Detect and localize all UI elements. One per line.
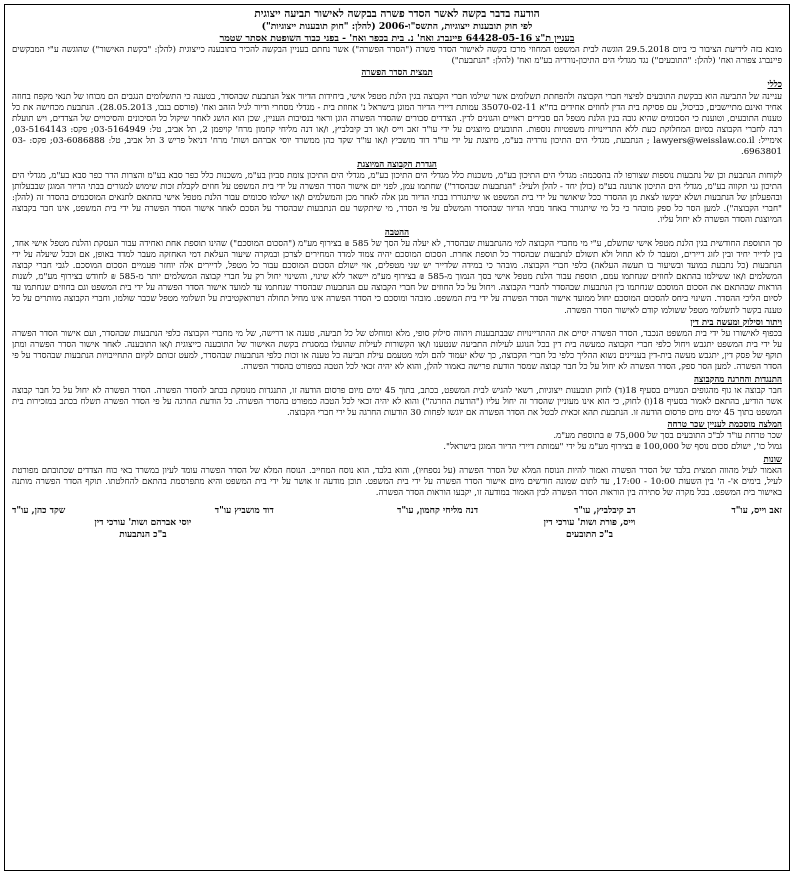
summary-heading: תמצית הסדר הפשרה — [361, 68, 433, 79]
section-misc-heading: שונות — [763, 454, 782, 465]
signatory-name: דוד מושביץ עו"ד — [214, 506, 274, 517]
plaintiffs-signatures — [397, 505, 782, 541]
defendants-role: ב"כ הנתבעות — [119, 530, 167, 541]
section-objection-text: חבר קבוצה או גוף מהגופים המנויים בסעיף 18(ד) לחוק תובענות ייצוגיות, רשאי להגיש לבית המשפט, בכתב, בתוך 45 ימים מיום פרסום הודעה זו, התנגדות מנומקת בכתב להסדר הפשרה. הסדר הפשרה לא יחול על כל חבר קבוצה אשר הודיע, בהתאם לאמור בסעיף 18(ו) לחוק, כי הוא אינו מעוניין שהסדר זה יחול עליו ("הודעת החרגה") והוא לא יהיה זכאי לכל הטבה כמפורט בהסדר הפשרה. כל הודעת החרגה על פי הסדר הפשרה תשלח בכתב במזכירות בית המשפט בתוך 45 ימים מיום פרסום הודעה זו. הנתבעת תהא זכאית לבטל את הסדר הפשרה אם יוגשו לפחות 30 הודעות החרגה על ידי חברי הקבוצה. — [12, 385, 782, 418]
section-class-text: לקוחות הנתבעת וכן של נתבעות נוספות שצורפו לה בהסכמה: מגדלי הים התיכון בע"מ, משכנות כלל מגדלי הים התיכון בע"מ, מגדלי הים התיכון צומת סביון בע"מ, משכנות כלל כפר סבא בע"מ והצרות הדר כפר סבא בע"מ, מגדלי הים התיכון גני תקווה בע"מ, מגדלי הים התיכון ארנונה בע"מ (כולן יחד - להלן ולעיל: "הנתבעות שבהסדר") שחתמו עמן, לפני יום אישור הסדר הפשרה על ידי בית המשפט על חוזים לקבלת זכות שימוש למגורים בבתי הדיור המוגן שבבעלותן ובהפעלתן של הנתבעות ושלא יבקשו לצאת מן ההסדר ככל שיאושר על ידי בית המשפט או שיתגוררו בבתי הדיור מגן אלה לאחר מכן והמשלמים ו/או ישלמו סכומים עבור הלנת מטפל אישי בהתאם לתנאים המוסכמים בהסדר זה (להלן: "חברי הקבוצה"). למען הסר כל ספק מובהר כי כל מי שיתגורר באחד מבתי הדיור שבהסדר והמשלם על פי הסדר, מי שיתקשר עם הנתבעות שבהסדר על הסכם לאחר אישור הסדר הפשרה על ידי בית המשפט, אינו חבר בקבוצה המיוצגת והסדר הפשרה לא יחול עליו. — [12, 170, 782, 226]
intro-paragraph: מובא בזה לידיעת הציבור כי ביום 29.5.2018 הוגשה לבית המשפט המחוזי מרכז בקשה לאישור הסדר פשרה ("הסדר הפשרה") אשר נחתם בעניין הבקשה להכיר בתובענה כייצוגית (להלן: "בקשת האישור") שהוגשה ע"י המבקשים פיינברג צפורה ואח' (להלן: "התובעים") נגד מגדלי הים התיכון-נורדיה בע"מ ואח' (להלן: "הנתבעת") — [12, 45, 782, 67]
notice-title: הודעה בדבר בקשה לאשר הסדר פשרה בבקשה לאישור תביעה ייצוגית — [254, 8, 540, 20]
signatory-name: שקד כהן, עו"ד — [12, 506, 66, 517]
section-general-heading: כללי — [767, 80, 782, 91]
section-general-text: עניינה של התביעה הוא בבקשת התובעים לפיצוי חברי הקבוצה ולהפחתת תשלומים אשר שילמו חברי הקבוצה בגין הלנת מטפל אישי, ביחידות הדיור אצל הנתבעת שבהסדר, בטענה כי התשלומים הנגבים הם מכוחו של תנאי מקפח בחוזה אחיד ואינם מתיישבים, כביכול, עם פסיקת בית הדין לחוזים אחידים בח"א 35070-02-11 עמותת דיירי הדיור המוגן בישראל נ' אחוזת בית - מגדלי מסחרי ודיור לגיל הזהב ואח' (פורסם בנבו, 28.05.2013). הנתבעת מכחישה את כל טענות התובעים, וטוענת כי הסכומים שהיא גובה בגין הלנת מטפל הם סבירים ראויים והגונים לדין. הצדדים סבורים שהסדר הפשרה הוגן וראוי בנסיבות העניין, שכן הוא הושג לאחר שיקול כל הסיכונים והסיכויים של הצדדים, ויש תועלת רבה לחברי הקבוצה בסיום המחלוקת כעת ללא התדיינויות משפטיות נוספות. התובעים מיוצגים על ידי עו"ד זאב וייס ו/או דב קיבלביץ, ו/או דנה מליחי קחמון מרח' קויפמן 2, תל אביב, טל: 03-5164949; פקס: 03-5164143, אימייל: lawyers@weisslaw.co.il ; הנתבעת, מגדלי הים התיכון נורדיה בע"מ, מיוצגת על ידי עו"ד דוד מושביץ ו/או עו"ד שקד כהן ממשרד יוסי אברהם ושות' מרח' דניאל פריש 3 תל אביב, טל: 03-6086888; פקס: 03-6963801. — [12, 91, 783, 158]
case-reference: בעניין ת"צ 64428-05-16 פיינברג ואח' נ. בית בכפר ואח' - בפני כבוד השופטת אסתר שטמר — [219, 33, 575, 44]
law-reference: לפי חוק תובענות ייצוגיות, התשס"ו-2006 (להלן: "חוק תובענות ייצוגיות") — [261, 21, 533, 32]
signatory-name: דב קיבלביץ, עו"ד — [573, 506, 636, 517]
signatory-name: זאב וייס, עו"ד — [731, 506, 782, 517]
section-waiver-heading: ויתור וסילוק ומעשה בית דין — [690, 317, 782, 328]
section-fees-line-2: גמול כו', ישולם סכום נוסף של 100,000 ₪ בצירוף מע"מ על ידי "עמותת דיירי הדיור המוגן בישראל". — [443, 442, 782, 453]
section-objection-heading: התנגדות והחרגה מהקבוצה — [693, 374, 782, 385]
defendants-signatures — [12, 505, 274, 541]
section-benefit-text: סך התוספת החודשית בגין הלנת מטפל אישי שתשלם, ע"י מי מחברי הקבוצה למי מהנתבעות שבהסדר, לא יעלה על הסך של 585 ₪ בצירוף מע"מ ("הסכום המוסכם") שהינו תוספת אחת ואחידה עבור העסקת והלנת מטפל אישי אחד, בין לדייר יחיד ובין לזוג דיירים, ומעבר לו לא תחול ולא תשולם לנתבעות שבהסדר כל תוספת אחרת. הסכום המוסכם יהיה צמוד למדד המחירים לצרכן ובמקרה שיעור העלאת דמי האחזקה מעבר למדד באופן, אם וככל שיעלה על ידי הנתבעות (כל נתבעת במועד ובשיעור בו תעשה העלאה) כלפי חברי הקבוצה. מובהר כי במידה שלדייר יש שני מטפלים, אזי ישולם הסכום המוסכם עבור כל מטפל, לדיירים אלה יוחזר פעמיים הסכום המוסכם. לגבי חברי קבוצה המשלמים ו/או ששילמו בהתאם לחוזים שנחתמו עמם, תוספת עבור הלנת מטפל אישי בסך הנמוך מ-585 ₪ בצירוף מע"מ יישאר ללא שינוי, והשינוי יחול רק על חברי קבוצה המשלמים יותר מ-585 ₪ לחודש בצירוף מע"מ, לשנות הוראות שבהתאם את הסכום המוסכם שנחתמו בין הנתבעות שבהסדר לחברי הקבוצה. ויחול על כל החוזים של חברי הקבוצה עם הנתבעות שבהסדר שנחתמו עד למועד אישור הסדר הפשרה על ידי בית המשפט וגם בחוזים שנחתמו עד לסיום הליכי ההסדר. השינוי ביחס להסכום המוסכם יחול ממועד אישור הסדר הפשרה על ידי בית המשפט. מובהר ומוסכם כי הסדר הפשרה אינו מחיל תחולה רטרואקטיבית על תשלומי מטפל שכבר שולמו, וחברי הקבוצה מוותרים על כל טענה בקשר לתשלומי מטפל ששולמו קודם לאישור הסדר הפשרה. — [12, 238, 783, 316]
section-fees-heading: המלצה מוסכמת לעניין שכר טרחה — [667, 420, 782, 431]
section-misc-text: האמור לעיל מהווה תמצית בלבד של הסדר הפשרה ואמור להיות הנוסח המלא של הסדר הפשרה (על נספחיו), והוא בלבד, הוא נוסח המחייב. הנוסח המלא של הסדר הפשרה עומד לעיון במשרד באי כוח הצדדים שכתובתם מפורטת לעיל, בימים א'- ה' בין השעות 10:00 - 17:00, עד לתום שמונה חודשים מיום אישור הסדר הפשרה על ידי בית המשפט. תוכן מודעה זו אושר על ידי בית המשפט והיא מתפרסמת בהתאם להחלטתו. תוקף הסדר הפשרה מותנה באישור בית המשפט. בכל מקרה של סתירה בין הוראות הסדר הפשרה לבין האמור במודעה זו, יקבעו הוראות הסדר הפשרה. — [12, 465, 783, 499]
section-waiver-text: בכפוף לאישורו על ידי בית המשפט הנכבד, הסדר הפשרה יסיים את ההתדיינויות שבבתבענות ויהווה סילוק סופי, מלא ומוחלט של כל תביעה, טענה או דרישה, של מי מחברי הקבוצה כלפי הנתבעות שבהסדר, ועם אישור הסדר הפשרה על ידי בית המשפט יתגבש ויחול כלפי חברי הקבוצה כמעשה בית דין בכל הנוגע לעילות התביעה שנטענו ו/או הקשורות לעילות שהועלו במסגרת בקשת האישור של התובענה כייצוגית ו/או התובענה. לאחר אישור הסדר הפשרה ומתן תוקף של פסק דין, יתגבש מעשה בית-דין בעניינים נשוא ההליך כלפי כל חברי הקבוצה, כך שלא יעמוד להם ולמי מטעמם עילת תביעה כל טענה או זכות כלפי הנתבעות שבהסדר, למעט זכותם לקיום התחייבויות הנתבעות שבהסדר על פי הסדר הפשרה. למען הסר ספק, הסדר הפשרה לא יחול על כל חבר קבוצה שמסר הודעת פרישה כאמור להלן, והוא לא יהיה זכאי לכל הטבה כמפורט בהסדר הפשרה. — [12, 328, 782, 373]
section-fees-line-1: שכר טרחת עו"ד לב"כ התובעים בסך של 75,000 ₪ בתוספת מע"מ. — [553, 431, 782, 442]
signatory-name: דנה מליחי קחמון, עו"ד — [397, 506, 479, 517]
defendants-firm: יוסי אברהם ושות' עורכי דין — [94, 518, 192, 529]
plaintiffs-firm: וייס, פורת ושות' עורכי דין — [543, 518, 636, 529]
section-class-heading: הגדרת הקבוצה המיוצגת — [357, 159, 437, 170]
signature-block — [12, 505, 782, 541]
section-benefit-heading: ההטבה — [384, 227, 410, 238]
plaintiffs-role: ב"כ התובעים — [566, 530, 613, 541]
legal-notice — [4, 4, 790, 871]
